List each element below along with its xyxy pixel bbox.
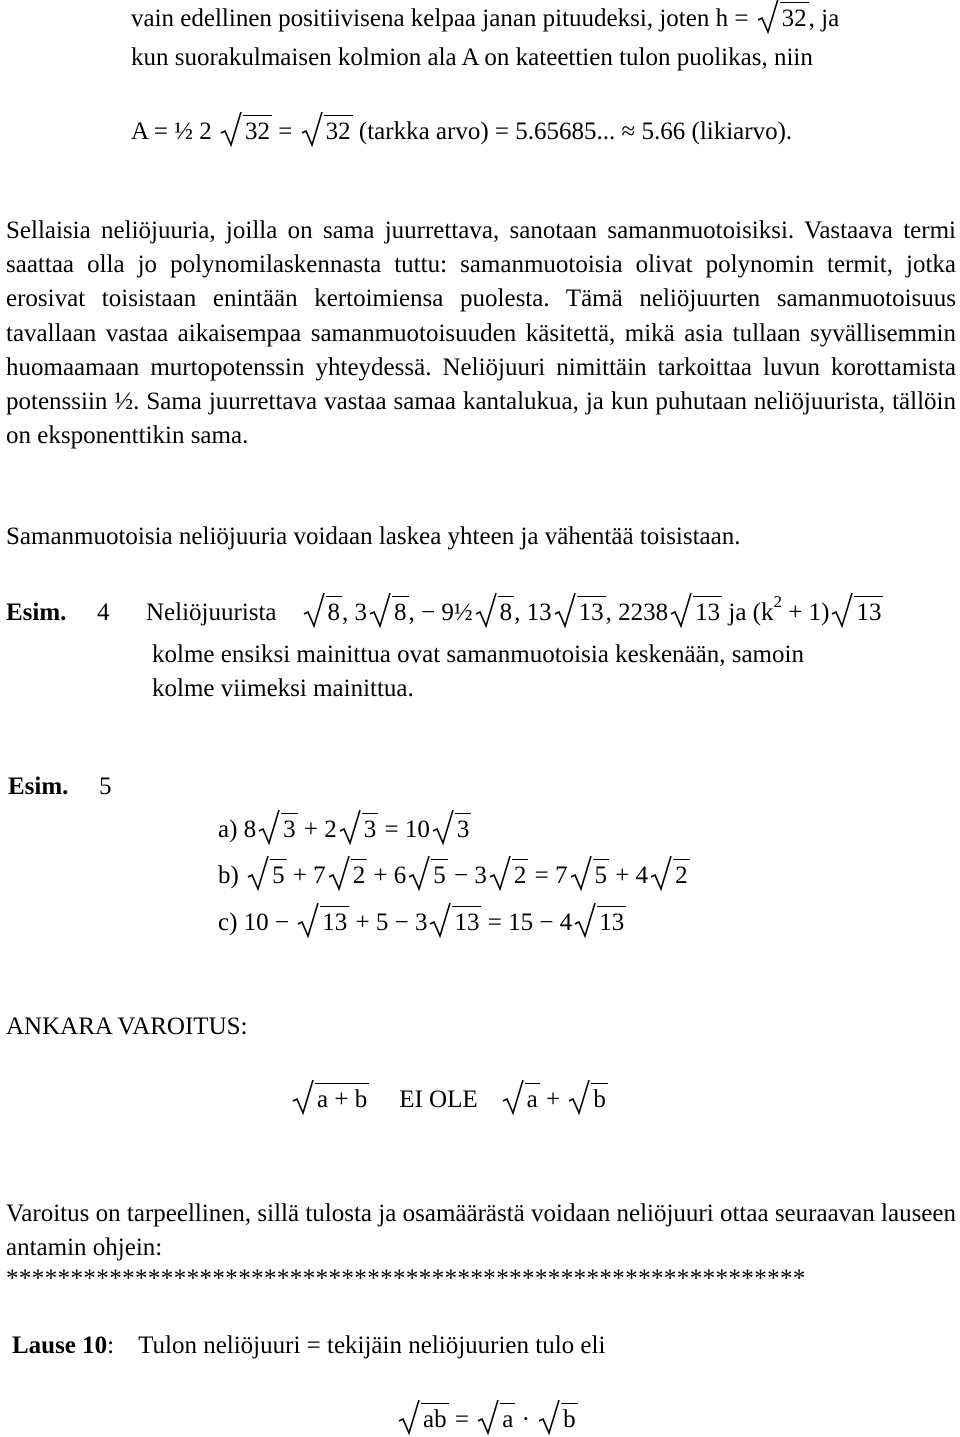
area-equation (131, 115, 792, 149)
sqrt-expression: a + b (292, 1083, 369, 1117)
sqrt-expression: ab (398, 1403, 449, 1437)
sqrt-expression: 3 (258, 813, 298, 847)
sqrt-expression: 8 (369, 596, 409, 630)
exponent: 2 (773, 592, 783, 611)
example-4-line-2: kolme ensiksi mainittua ovat samanmuotoisia keskenään, samoin (152, 641, 804, 668)
example-4-line-3: kolme viimeksi mainittua. (152, 675, 414, 702)
example-5-b: b) 5 + 7 2 + 6 5 − 3 2 = 7 5 + 4 2 (218, 859, 690, 893)
example-number: 4 (96, 599, 110, 626)
sqrt-expression: a (502, 1083, 540, 1117)
sqrt-expression: a (477, 1403, 515, 1437)
sqrt-sign-icon (757, 0, 779, 34)
intro-line-1-text: vain edellinen positiivisena kelpaa janan pituudeksi, joten h = (131, 5, 749, 32)
example-number: 5 (98, 773, 112, 800)
sqrt-expression: 13 (831, 596, 883, 630)
eq-part: A = ½ 2 (131, 118, 219, 145)
example-label: Esim. (8, 773, 69, 800)
warning-not-equal: EI OLE (399, 1086, 478, 1113)
sqrt-expression: 5 (247, 859, 287, 893)
warning-expression: a + b EI OLE a + b (290, 1083, 608, 1117)
example-5-a: a) 8 3 + 2 3 = 10 3 (218, 813, 471, 847)
example-label: Esim. (6, 599, 67, 626)
sqrt-expression: 5 (570, 859, 610, 893)
sqrt-expression: 8 (303, 596, 343, 630)
sqrt-sign-icon (408, 855, 430, 891)
sqrt-expression: 13 (429, 906, 481, 940)
sqrt-sign-icon (339, 809, 361, 845)
paragraph-warning-explanation: Varoitus on tarpeellinen, sillä tulosta ja osamäärästä voidaan neliöjuuri ottaa seuraavan lauseen antamin ohjein: (6, 1200, 956, 1262)
sqrt-sign-icon (432, 809, 454, 845)
sqrt-expression: 32 (757, 2, 809, 36)
sqrt-expression: 32 (301, 115, 353, 149)
sqrt-sign-icon (570, 855, 592, 891)
sqrt-sign-icon (502, 1079, 524, 1115)
sqrt-expression: 3 (432, 813, 472, 847)
sqrt-sign-icon (369, 592, 391, 628)
sqrt-expression: 8 (475, 596, 515, 630)
sqrt-sign-icon (831, 592, 853, 628)
sqrt-sign-icon (220, 111, 242, 147)
sqrt-expression: b (538, 1403, 578, 1437)
sqrt-sign-icon (258, 809, 280, 845)
approx-sign: ≈ (621, 118, 636, 145)
warning-title: ANKARA VAROITUS: (6, 1013, 248, 1040)
theorem-10-formula: ab = a · b (396, 1403, 578, 1437)
star-divider: ************************************************************** (6, 1265, 806, 1292)
sqrt-sign-icon (670, 592, 692, 628)
sqrt-expression: 2 (328, 859, 368, 893)
sqrt-expression: 13 (554, 596, 606, 630)
sqrt-sign-icon (303, 592, 325, 628)
sqrt-expression: 3 (339, 813, 379, 847)
eq-part: (tarkka arvo) = 5.65685... (352, 118, 622, 145)
theorem-text: Tulon neliöjuuri = tekijäin neliöjuurien tulo eli (138, 1332, 606, 1359)
sqrt-sign-icon (301, 111, 323, 147)
paragraph-samanmuotoiset: Sellaisia neliöjuuria, joilla on sama juurrettava, sanotaan samanmuotoisiksi. Vastaava termi saattaa olla jo polynomilaskennasta tuttu: samanmuotoisia olivat polynomin termit, jotka erosivat toisistaan enintään kertoimiensa puolesta. Tämä neliöjuurten samanmuotoisuus tavallaan vastaa aikaisempaa samanmuotoisuuden käsitettä, mikä asia tullaan syvällisemmin huomaamaan murtopotenssin yhteydessä. Neliöjuuri nimittäin tarkoittaa luvun korottamista potenssiin ½. Sama juurrettava vastaa samaa kantalukua, ja kun puhutaan neliöjuurista, tällöin on eksponenttikin sama. (6, 217, 956, 450)
eq-part: = (272, 118, 299, 145)
sqrt-sign-icon (568, 1079, 590, 1115)
sqrt-sign-icon (328, 855, 350, 891)
sqrt-expression: b (568, 1083, 608, 1117)
sqrt-sign-icon (489, 855, 511, 891)
eq-part: 5.66 (likiarvo). (635, 118, 793, 145)
intro-line-1 (131, 2, 839, 36)
sqrt-expression: 13 (297, 906, 349, 940)
theorem-10: Lause 10: Tulon neliöjuuri = tekijäin neliöjuurien tulo eli (12, 1332, 606, 1359)
sqrt-sign-icon (292, 1079, 314, 1115)
sqrt-sign-icon (297, 902, 319, 938)
example-5-label (8, 770, 111, 804)
sqrt-sign-icon (574, 902, 596, 938)
example-4-label (6, 596, 109, 630)
example-lead: Neliöjuurista (146, 599, 277, 626)
sqrt-expression: 5 (408, 859, 448, 893)
sqrt-expression: 13 (670, 596, 722, 630)
sqrt-sign-icon (650, 855, 672, 891)
sqrt-sign-icon (247, 855, 269, 891)
sqrt-expression: 2 (650, 859, 690, 893)
sqrt-expression: 2 (489, 859, 529, 893)
sqrt-expression: 13 (574, 906, 626, 940)
intro-line-1-end: , ja (808, 5, 840, 32)
intro-line-2: kun suorakulmaisen kolmion ala A on kateettien tulon puolikas, niin (131, 44, 813, 71)
sqrt-sign-icon (475, 592, 497, 628)
sqrt-expression: 32 (220, 115, 272, 149)
example-5-c: c) 10 − 13 + 5 − 3 13 = 15 − 4 13 (218, 906, 626, 940)
sqrt-sign-icon (554, 592, 576, 628)
theorem-label: Lause 10 (12, 1332, 108, 1359)
example-4-expression: Neliöjuurista 8, 3 8, − 9½ 8, 13 13, 2238 13 ja $(k^2 + 1)$ 13 (146, 596, 883, 632)
sqrt-sign-icon (429, 902, 451, 938)
paragraph-addition: Samanmuotoisia neliöjuuria voidaan laskea yhteen ja vähentää toisistaan. (6, 523, 741, 550)
